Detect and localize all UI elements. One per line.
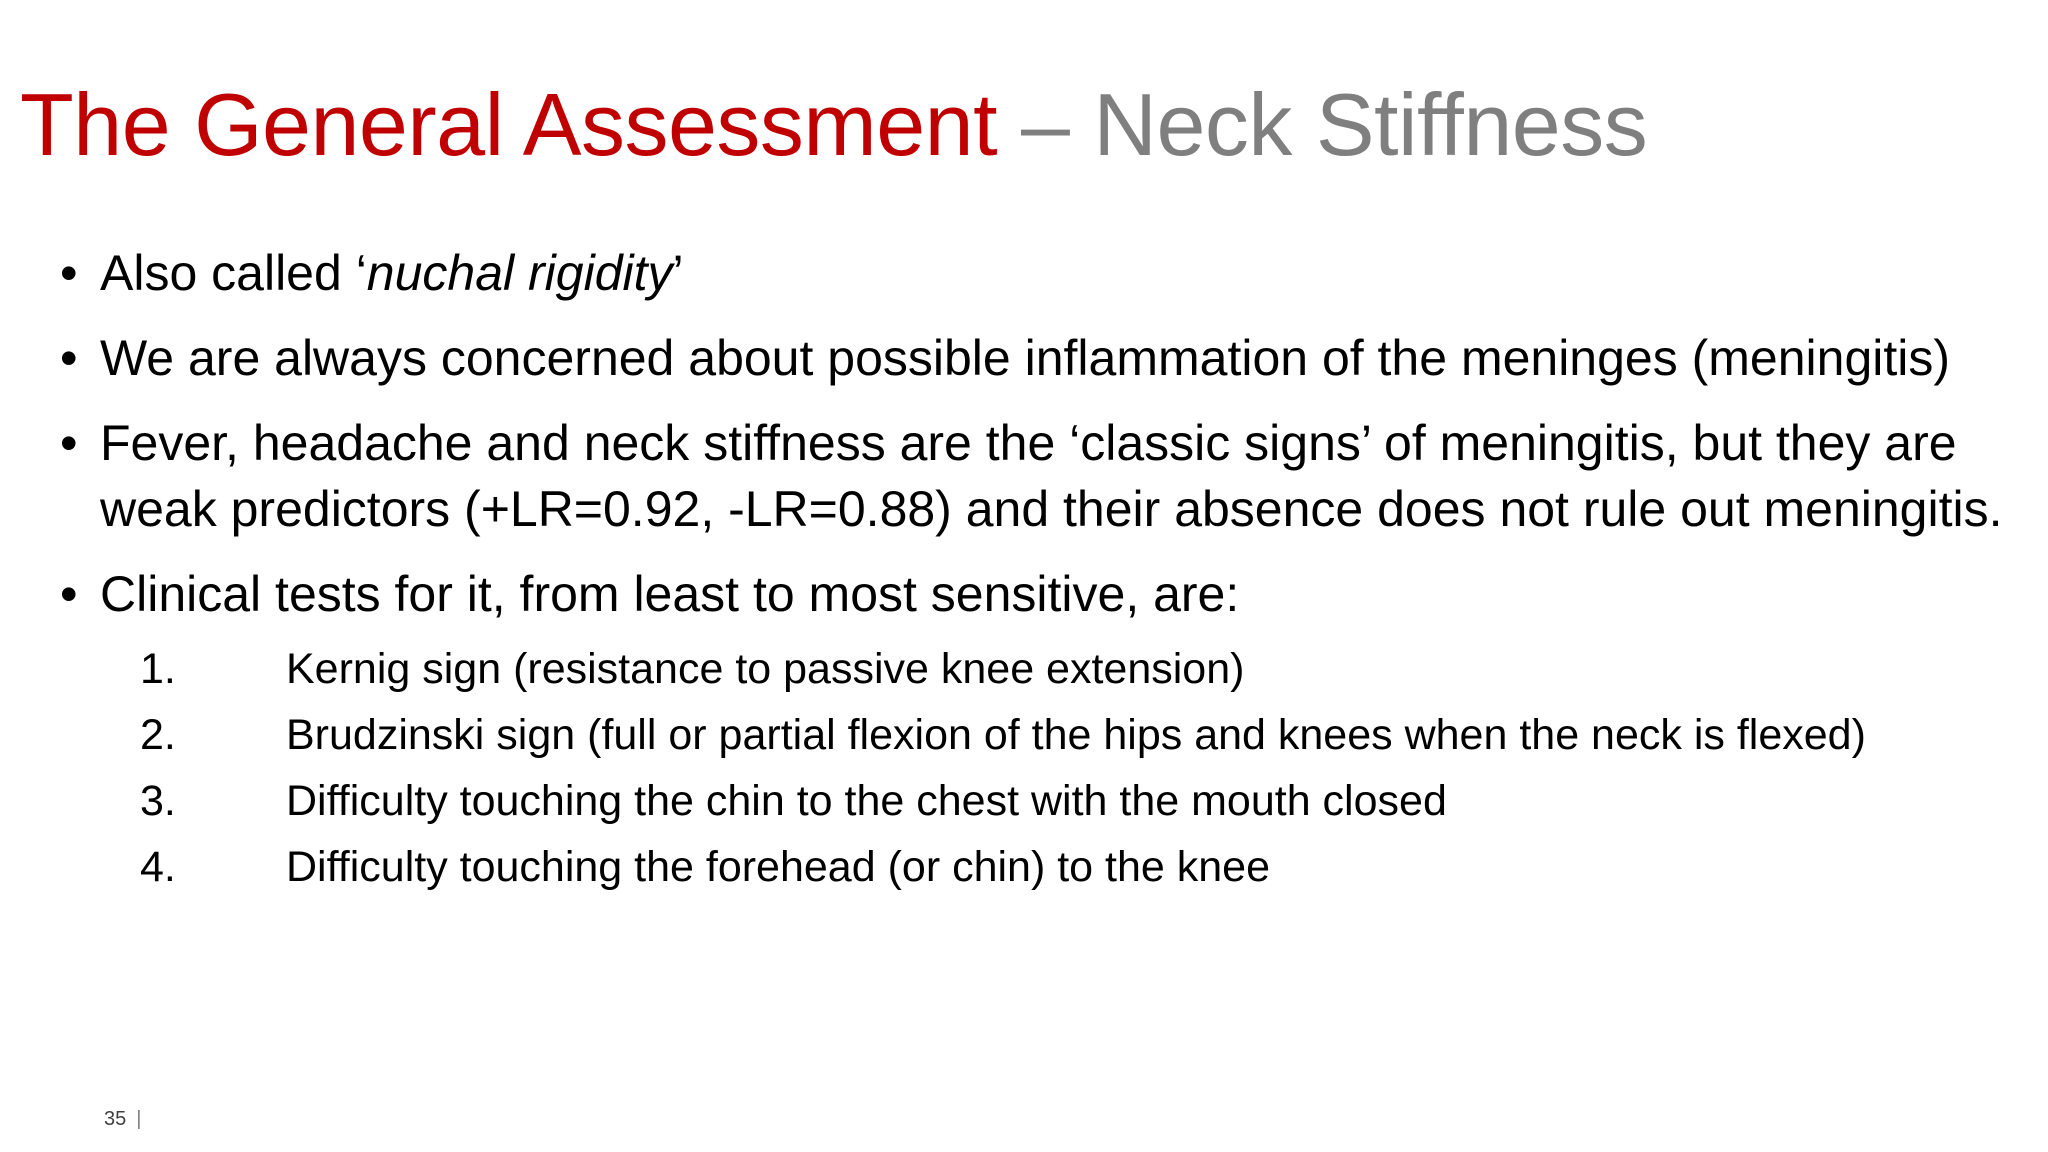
- bullet-item: [60, 325, 2020, 391]
- list-item-text: Brudzinski sign (full or partial flexion of the hips and knees when the neck is flexed): [286, 711, 1866, 759]
- bullet-item: [60, 240, 2020, 306]
- list-item: [140, 768, 2020, 834]
- slide-body: [60, 240, 2020, 900]
- list-number: 2.: [140, 711, 176, 759]
- list-item-text: Difficulty touching the forehead (or chin) to the knee: [286, 843, 1271, 891]
- list-item: [140, 834, 2020, 900]
- bullet-marker: •: [60, 245, 78, 301]
- bullet-marker: •: [60, 415, 78, 471]
- list-number: 1.: [140, 645, 176, 693]
- footer-separator: |: [136, 1108, 142, 1130]
- list-item: [140, 636, 2020, 702]
- slide-footer: [104, 1108, 141, 1131]
- page-number: 35: [104, 1108, 127, 1130]
- title-subtitle: Neck Stiffness: [1093, 75, 1648, 174]
- bullet-text: Clinical tests for it, from least to most sensitive, are:: [100, 566, 1240, 622]
- slide-title: [20, 70, 1647, 180]
- list-number: 3.: [140, 777, 176, 825]
- list-item: [140, 702, 2020, 768]
- bullet-text-prefix: Also called ‘: [100, 245, 367, 301]
- bullet-text: Fever, headache and neck stiffness are the ‘classic signs’ of meningitis, but they are weak predictors (+LR=0.92, -LR=0.88) and their absence does not rule out meningitis.: [100, 415, 2003, 537]
- clinical-tests-list: [60, 636, 2020, 900]
- list-number: 4.: [140, 843, 176, 891]
- bullet-marker: •: [60, 566, 78, 622]
- bullet-text-emphasis: nuchal rigidity: [366, 245, 673, 301]
- bullet-marker: •: [60, 330, 78, 386]
- bullet-item: [60, 561, 2020, 627]
- bullet-item: [60, 410, 2020, 542]
- title-main: The General Assessment: [20, 75, 998, 174]
- list-item-text: Kernig sign (resistance to passive knee extension): [286, 645, 1245, 693]
- bullet-text: We are always concerned about possible inflammation of the meninges (meningitis): [100, 330, 1951, 386]
- title-dash: –: [1020, 75, 1070, 174]
- list-item-text: Difficulty touching the chin to the chest with the mouth closed: [286, 777, 1447, 825]
- bullet-text-suffix: ’: [672, 245, 684, 301]
